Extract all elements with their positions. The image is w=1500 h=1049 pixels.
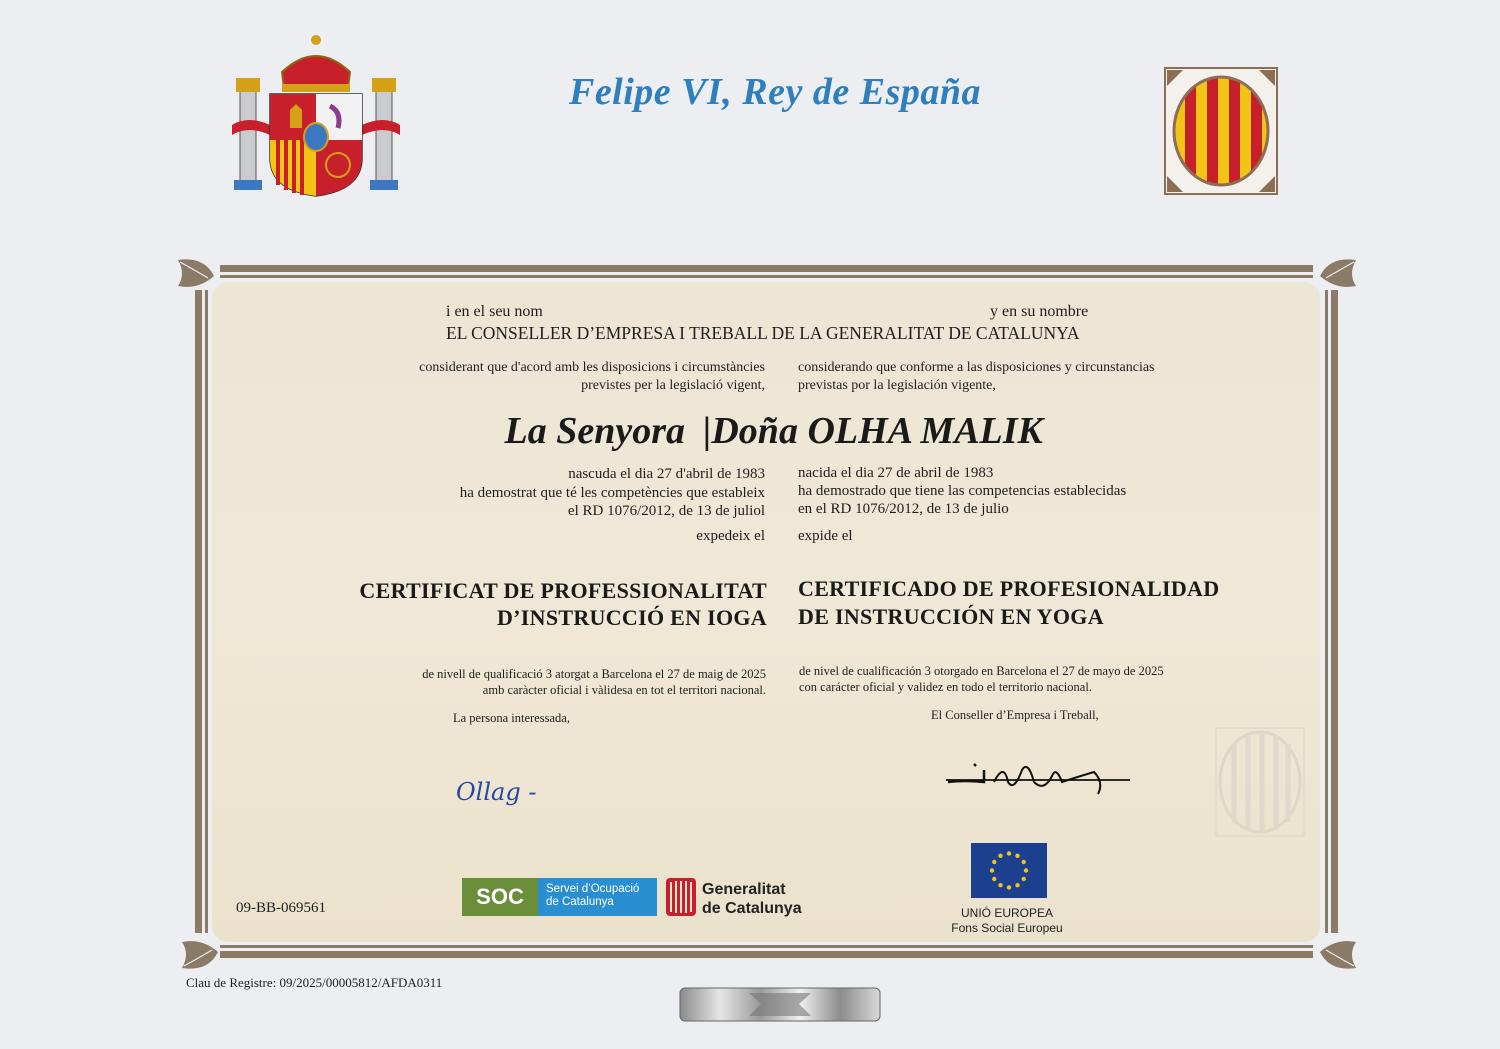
soc-logo	[462, 878, 657, 916]
generalitat-name	[702, 880, 802, 918]
eu-line2: Fons Social Europeu	[951, 921, 1063, 935]
recipient-name: |Doña OLHA MALIK	[703, 410, 1043, 452]
corner-leaf-icon	[1316, 934, 1360, 972]
holder-signature: Ollag -	[456, 778, 537, 806]
certificate-title-ca-1: CERTIFICAT DE PROFESSIONALITAT	[359, 578, 767, 603]
considering-es-2: previstas por la legislación vigente,	[798, 378, 996, 393]
birth-ca-1: nascuda el dia 27 d'abril de 1983	[568, 466, 765, 482]
soc-name	[538, 878, 657, 916]
generalitat-line2: de Catalunya	[702, 900, 802, 917]
page-title: Felipe VI, Rey de España	[568, 71, 982, 113]
qualification-ca-2: amb caràcter oficial i vàlidesa en tot el territori nacional.	[482, 683, 766, 697]
eu-star	[1015, 854, 1019, 858]
qualification-es-1: de nivel de cualificación 3 otorgado en Barcelona el 27 de mayo de 2025	[799, 664, 1164, 678]
soc-abbr: SOC	[462, 878, 538, 916]
birth-ca-2: ha demostrat que té les competències que estableix	[459, 485, 765, 501]
certificate-serial: 09-BB-069561	[236, 900, 326, 916]
eu-star	[998, 883, 1002, 887]
eu-star	[1022, 877, 1026, 881]
birth-es-1: nacida el dia 27 de abril de 1983	[798, 465, 994, 481]
certificate-title-es-1: CERTIFICADO DE PROFESIONALIDAD	[798, 576, 1220, 601]
eu-star	[992, 860, 996, 864]
eu-star	[1015, 883, 1019, 887]
intro-catalan: i en el seu nom	[446, 303, 543, 320]
eu-line1: UNIÓ EUROPEA	[960, 906, 1053, 920]
certificate-title-ca-2: D’INSTRUCCIÓ EN IOGA	[496, 605, 767, 630]
considering-ca-2: previstes per la legislació vigent,	[581, 378, 765, 393]
eu-caption	[940, 906, 1074, 936]
generalitat-logo-icon	[666, 878, 696, 916]
eu-star	[1024, 868, 1028, 872]
issuing-authority: EL CONSELLER D’EMPRESA I TREBALL DE LA GENERALITAT DE CATALUNYA	[446, 323, 1080, 343]
qualification-es-2: con carácter oficial y validez en todo el territorio nacional.	[799, 680, 1092, 694]
spanish-coat-of-arms	[230, 30, 402, 198]
generalitat-line1: Generalitat	[702, 881, 786, 898]
intro-spanish: y en su nombre	[990, 303, 1089, 320]
issue-es: expide el	[798, 528, 853, 544]
qualification-ca-1: de nivell de qualificació 3 atorgat a Barcelona el 27 de maig de 2025	[422, 667, 766, 681]
certificate-title-es-2: DE INSTRUCCIÓN EN YOGA	[798, 604, 1104, 629]
birth-es-3: en el RD 1076/2012, de 13 de julio	[798, 501, 1009, 517]
eu-star	[990, 868, 994, 872]
corner-leaf-icon	[174, 256, 218, 294]
eu-star	[998, 854, 1002, 858]
recipient-salutation: La Senyora	[504, 410, 685, 452]
issue-ca: expedeix el	[696, 528, 765, 544]
eu-star	[1007, 885, 1011, 889]
eu-star	[1007, 851, 1011, 855]
corner-leaf-icon	[178, 934, 222, 972]
official-signature-label: El Conseller d’Empresa i Treball,	[931, 708, 1099, 722]
official-signature	[944, 752, 1134, 800]
embossed-seal	[1212, 724, 1308, 840]
registry-key: Clau de Registre: 09/2025/00005812/AFDA0311	[186, 975, 443, 990]
soc-name-line2: de Catalunya	[546, 896, 614, 908]
birth-es-2: ha demostrado que tiene las competencias establecidas	[798, 483, 1127, 499]
eu-star	[1022, 860, 1026, 864]
considering-es-1: considerando que conforme a las disposiciones y circunstancias	[798, 360, 1155, 375]
considering-ca-1: considerant que d'acord amb les disposicions i circumstàncies	[419, 360, 765, 375]
catalan-emblem	[1163, 66, 1279, 196]
soc-name-line1: Servei d’Ocupació	[546, 883, 640, 895]
eu-flag-icon	[971, 843, 1047, 898]
eu-star	[992, 877, 996, 881]
hologram-strip	[679, 987, 881, 1022]
birth-ca-3: el RD 1076/2012, de 13 de juliol	[567, 503, 765, 519]
holder-signature-label: La persona interessada,	[453, 711, 570, 725]
corner-leaf-icon	[1316, 256, 1360, 294]
